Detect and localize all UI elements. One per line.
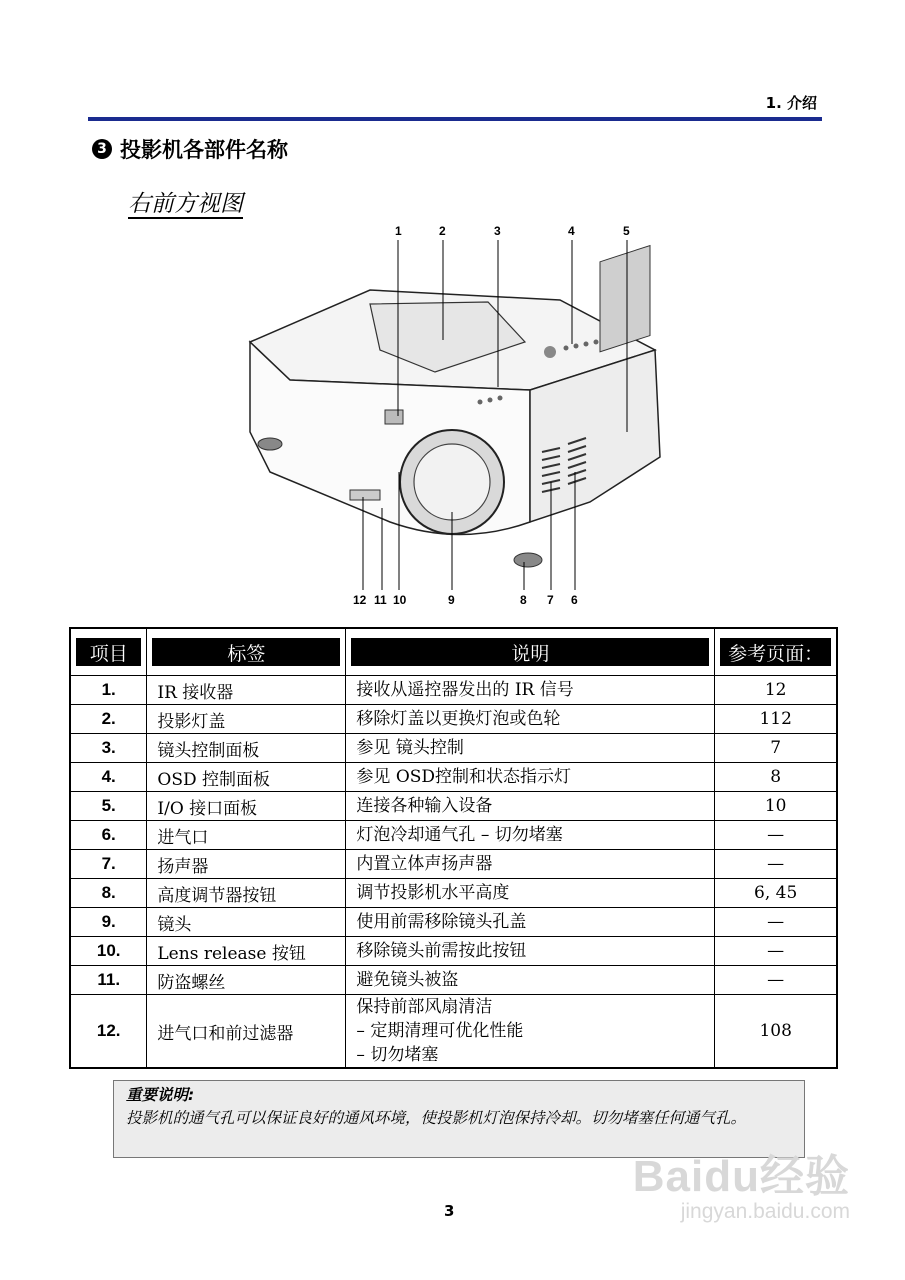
row-page-ref: 6, 45: [715, 879, 837, 908]
row-description-line: 避免镜头被盗: [356, 970, 459, 990]
callout-7: 7: [547, 593, 554, 607]
row-description: [346, 821, 715, 850]
row-page-ref: —: [715, 908, 837, 937]
table-row: [70, 676, 837, 705]
row-description-line: – 切勿堵塞: [356, 1045, 439, 1065]
row-description-line: 使用前需移除镜头孔盖: [356, 912, 527, 932]
callout-4: 4: [568, 224, 575, 238]
page-number: 3: [444, 1202, 455, 1220]
row-description-line: 移除灯盖以更换灯泡或色轮: [356, 709, 561, 729]
row-page-ref: —: [715, 821, 837, 850]
row-description-line: 参见 镜头控制: [356, 738, 464, 758]
table-row: [70, 734, 837, 763]
row-item-number: 6.: [70, 821, 147, 850]
row-description: [346, 908, 715, 937]
parts-table: [69, 627, 838, 1069]
row-label: 投影灯盖: [147, 705, 346, 734]
row-label: OSD 控制面板: [147, 763, 346, 792]
callout-9: 9: [448, 593, 455, 607]
table-row: [70, 705, 837, 734]
row-description: [346, 937, 715, 966]
section-title: [92, 134, 288, 164]
projector-illustration: [230, 222, 670, 612]
header-item: 项目: [70, 628, 147, 676]
row-label: IR 接收器: [147, 676, 346, 705]
row-description: [346, 879, 715, 908]
row-description: [346, 850, 715, 879]
row-label: 镜头控制面板: [147, 734, 346, 763]
row-item-number: 4.: [70, 763, 147, 792]
table-row: [70, 879, 837, 908]
row-description-line: 调节投影机水平高度: [356, 883, 510, 903]
watermark-logo: Baidu经验: [632, 1152, 850, 1201]
row-page-ref: 112: [715, 705, 837, 734]
row-description-line: 内置立体声扬声器: [356, 854, 493, 874]
chapter-header: 1. 介绍: [765, 94, 817, 112]
row-label: 镜头: [147, 908, 346, 937]
callout-12: 12: [353, 593, 367, 607]
table-row: [70, 850, 837, 879]
watermark: [633, 1140, 850, 1224]
row-label: 扬声器: [147, 850, 346, 879]
row-page-ref: 7: [715, 734, 837, 763]
row-page-ref: 12: [715, 676, 837, 705]
header-page: 参考页面：: [715, 628, 837, 676]
row-description: [346, 763, 715, 792]
table-row: [70, 821, 837, 850]
row-description: [346, 995, 715, 1069]
callout-5: 5: [623, 224, 630, 238]
callout-3: 3: [494, 224, 501, 238]
row-item-number: 1.: [70, 676, 147, 705]
table-header-row: [70, 628, 837, 676]
callout-10: 10: [393, 593, 407, 607]
section-title-text: 投影机各部件名称: [120, 138, 288, 162]
callout-11: 11: [374, 593, 387, 607]
table-body: [70, 676, 837, 1069]
row-item-number: 8.: [70, 879, 147, 908]
row-item-number: 3.: [70, 734, 147, 763]
row-description: [346, 676, 715, 705]
row-description-line: 连接各种输入设备: [356, 796, 493, 816]
section-bullet: 3: [92, 139, 112, 159]
row-item-number: 9.: [70, 908, 147, 937]
row-item-number: 10.: [70, 937, 147, 966]
row-page-ref: 10: [715, 792, 837, 821]
row-description: [346, 792, 715, 821]
row-page-ref: —: [715, 850, 837, 879]
row-description: [346, 734, 715, 763]
row-page-ref: 108: [715, 995, 837, 1069]
header-desc: 说明: [346, 628, 715, 676]
row-description-line: 保持前部风扇清洁: [356, 997, 493, 1017]
row-item-number: 5.: [70, 792, 147, 821]
callout-1: 1: [395, 224, 402, 238]
watermark-url: jingyan.baidu.com: [680, 1200, 850, 1223]
row-description: [346, 966, 715, 995]
header-label: 标签: [147, 628, 346, 676]
row-description-line: 灯泡冷却通气孔 – 切勿堵塞: [356, 825, 563, 845]
table-row: [70, 937, 837, 966]
table-row: [70, 966, 837, 995]
table-row: [70, 995, 837, 1069]
row-item-number: 12.: [70, 995, 147, 1069]
table-row: [70, 908, 837, 937]
row-item-number: 11.: [70, 966, 147, 995]
view-title: 右前方视图: [128, 191, 243, 217]
table-row: [70, 792, 837, 821]
row-page-ref: 8: [715, 763, 837, 792]
callout-2: 2: [439, 224, 446, 238]
row-page-ref: —: [715, 937, 837, 966]
row-description-line: – 定期清理可优化性能: [356, 1021, 524, 1041]
row-page-ref: —: [715, 966, 837, 995]
row-label: Lens release 按钮: [147, 937, 346, 966]
callout-8: 8: [520, 593, 527, 607]
note-title: 重要说明:: [126, 1086, 195, 1104]
row-description-line: 移除镜头前需按此按钮: [356, 941, 527, 961]
row-label: 高度调节器按钮: [147, 879, 346, 908]
row-label: 进气口: [147, 821, 346, 850]
row-description-line: 接收从遥控器发出的 IR 信号: [356, 680, 574, 700]
header-rule: [88, 117, 822, 121]
projector-figure: [230, 222, 670, 612]
row-label: I/O 接口面板: [147, 792, 346, 821]
row-label: 防盗螺丝: [147, 966, 346, 995]
table-row: [70, 763, 837, 792]
note-body: 投影机的通气孔可以保证良好的通风环境，使投影机灯泡保持冷却。切勿堵塞任何通气孔。: [126, 1109, 747, 1127]
row-item-number: 7.: [70, 850, 147, 879]
row-label: 进气口和前过滤器: [147, 995, 346, 1069]
callout-6: 6: [571, 593, 578, 607]
row-description: [346, 705, 715, 734]
row-item-number: 2.: [70, 705, 147, 734]
row-description-line: 参见 OSD控制和状态指示灯: [356, 767, 572, 787]
